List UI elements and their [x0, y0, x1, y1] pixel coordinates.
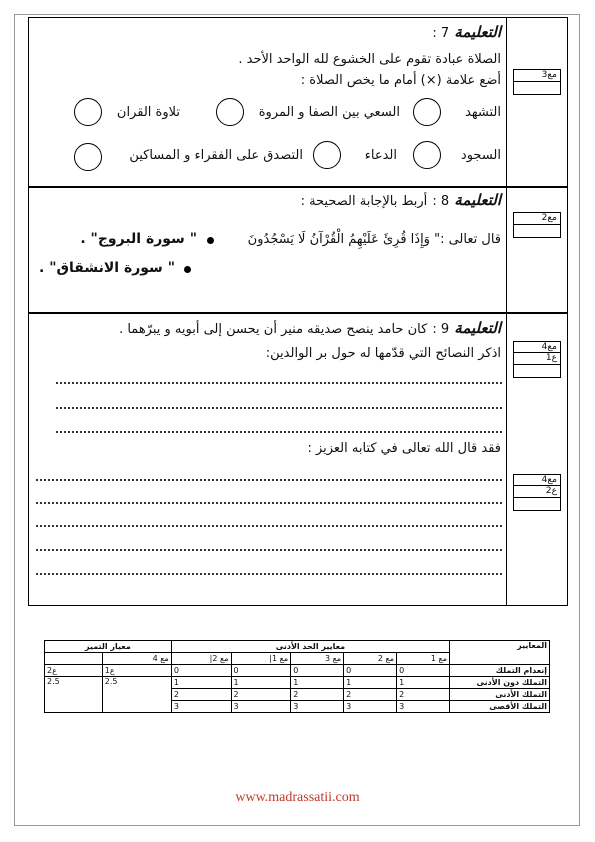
section-divider	[28, 312, 568, 314]
subheader-cell: مع 4	[102, 653, 171, 665]
q7-option-circle[interactable]	[74, 143, 102, 171]
answer-line[interactable]	[56, 405, 502, 409]
q8-heading	[301, 190, 501, 209]
answer-line[interactable]	[36, 547, 502, 551]
answer-line[interactable]	[36, 523, 502, 527]
criterion-score	[514, 365, 560, 377]
value-cell: 2	[397, 689, 450, 701]
value-cell: 0	[397, 665, 450, 677]
q9-title: التعليمة	[454, 319, 501, 337]
answer-line[interactable]	[36, 571, 502, 575]
criterion-code: مع2	[514, 213, 560, 225]
q8-number: 8 :	[432, 194, 450, 209]
value-cell: 2	[291, 689, 344, 701]
value-cell: 0	[231, 665, 291, 677]
value-cell: ع1	[102, 665, 171, 677]
criterion-sub: ع1	[514, 353, 560, 365]
criterion-code: مع4	[514, 475, 560, 486]
min-criteria-header: معايير الحد الأدنى	[171, 641, 449, 653]
q7-option-circle[interactable]	[216, 98, 244, 126]
q7-number: 7 :	[432, 26, 450, 41]
subheader-cell: مع 2	[344, 653, 397, 665]
value-cell: 0	[171, 665, 231, 677]
q8-option-2: " سورة الانشقاق" .	[39, 260, 175, 276]
value-cell: 2.5	[45, 677, 103, 713]
value-cell: 1	[344, 677, 397, 689]
q7-option-label: التشهد	[465, 105, 501, 120]
value-cell: 3	[231, 701, 291, 713]
value-cell: 3	[171, 701, 231, 713]
answer-line[interactable]	[56, 429, 502, 433]
value-cell: 3	[344, 701, 397, 713]
value-cell: 1	[291, 677, 344, 689]
footer-link[interactable]: www.madrassatii.com	[235, 790, 360, 805]
row-label: التملك الأدنى	[450, 689, 550, 701]
criteria-header: المعايير	[450, 641, 550, 665]
value-cell: 0	[291, 665, 344, 677]
answer-line[interactable]	[36, 477, 502, 481]
q9-prompt-1: اذكر النصائح التي قدّمها له حول بر الوالدين:	[265, 346, 501, 361]
value-cell: 3	[397, 701, 450, 713]
criterion-score	[514, 225, 560, 237]
row-label: إنعدام التملك	[450, 665, 550, 677]
q7-option-label: الدعاء	[364, 148, 397, 163]
section-divider	[28, 186, 568, 188]
value-cell: 2.5	[102, 677, 171, 713]
q7-option-label: السجود	[460, 148, 501, 163]
criterion-score	[514, 498, 560, 510]
q8-verse: قال تعالى :" وَإِذَا قُرِئَ عَلَيْهِمُ الْقُرْآنُ لَا يَسْجُدُونَ	[247, 232, 501, 247]
subheader-cell: مع 1	[397, 653, 450, 665]
value-cell: 0	[344, 665, 397, 677]
criterion-code: مع3	[514, 70, 560, 82]
q8-option-1: " سورة البروج" .	[80, 231, 197, 247]
q7-instruction: أضع علامة (×) أمام ما يخص الصلاة :	[300, 73, 501, 88]
q7-title: التعليمة	[454, 23, 501, 41]
q7-criterion-box	[513, 69, 561, 95]
q9-criterion-box-2	[513, 474, 561, 511]
q9-prompt-2: فقد قال الله تعالى في كتابه العزيز :	[307, 441, 501, 456]
q8-instruction: أربط بالإجابة الصحيحة :	[300, 194, 428, 209]
q8-title: التعليمة	[454, 191, 501, 209]
row-label: التملك دون الأدنى	[450, 677, 550, 689]
row-label: التملك الأقصى	[450, 701, 550, 713]
criterion-code: مع4	[514, 342, 560, 353]
value-cell: 2	[344, 689, 397, 701]
value-cell: ع2	[45, 665, 103, 677]
subheader-cell: مع 1|	[231, 653, 291, 665]
value-cell: 1	[231, 677, 291, 689]
q7-option-circle[interactable]	[413, 141, 441, 169]
q7-option-circle[interactable]	[313, 141, 341, 169]
q7-option-label: تلاوة القران	[116, 105, 180, 120]
value-cell: 3	[291, 701, 344, 713]
criterion-score	[514, 82, 560, 94]
q9-criterion-box-1	[513, 341, 561, 378]
answer-line[interactable]	[36, 500, 502, 504]
value-cell: 2	[171, 689, 231, 701]
answer-line[interactable]	[56, 380, 502, 384]
q8-criterion-box	[513, 212, 561, 238]
q7-option-circle[interactable]	[74, 98, 102, 126]
value-cell: 1	[171, 677, 231, 689]
subheader-cell: مع 3	[291, 653, 344, 665]
subheader-cell	[45, 653, 103, 665]
value-cell: 2	[231, 689, 291, 701]
q7-option-label: التصدق على الفقراء و المساكين	[129, 148, 303, 163]
q7-option-circle[interactable]	[413, 98, 441, 126]
q7-statement: الصلاة عبادة تقوم على الخشوع لله الواحد الأحد .	[238, 52, 501, 67]
subheader-cell: مع 2|	[171, 653, 231, 665]
q9-statement: كان حامد ينصح صديقه منير أن يحسن إلى أبويه و يبرّهما .	[119, 322, 428, 337]
q8-match-dot[interactable]	[184, 266, 191, 273]
value-cell: 1	[397, 677, 450, 689]
q8-match-dot[interactable]	[207, 237, 214, 244]
q9-number: 9 :	[432, 322, 450, 337]
q7-option-label: السعي بين الصفا و المروة	[258, 105, 400, 120]
q9-heading	[119, 318, 501, 337]
criterion-sub: ع2	[514, 486, 560, 498]
criteria-table	[44, 640, 550, 713]
q7-heading	[432, 22, 501, 41]
excellence-header: معيار التميز	[45, 641, 172, 653]
